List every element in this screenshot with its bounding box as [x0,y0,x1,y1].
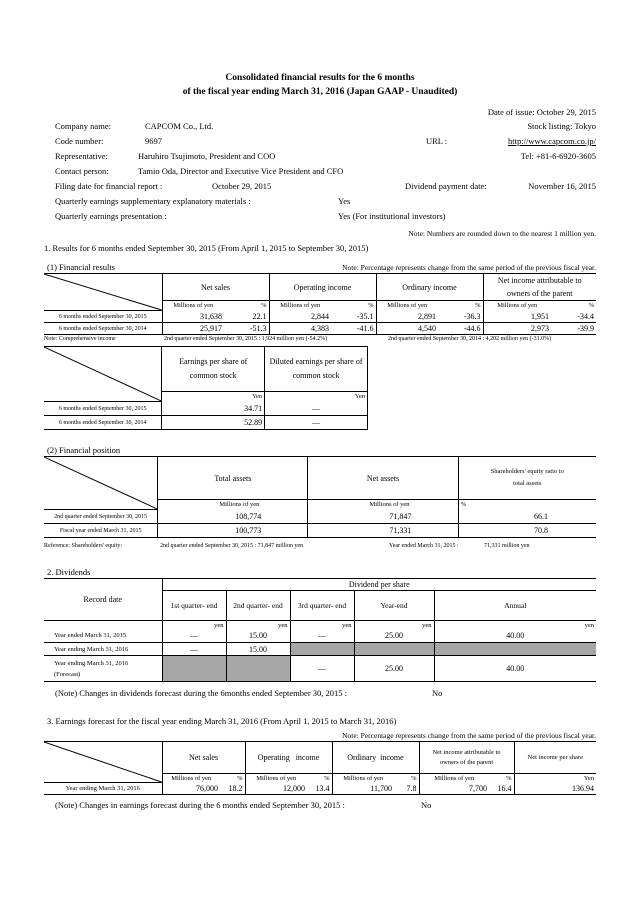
pct-label: % [224,301,269,311]
shaded-cell [354,643,434,656]
row-label: 6 months ended September 30, 2014 [44,416,162,430]
col-ordinary-income: Ordinary income [376,274,483,301]
stock-listing: Stock listing: Tokyo [527,121,596,131]
pct-label: % [551,301,596,311]
code-value: 9697 [145,136,162,146]
cell-value: -39.9 [551,323,596,335]
presentation-value: Yes (For institutional investors) [338,211,446,221]
empty-cell [44,621,162,630]
col-diluted-eps: Diluted earnings per share of common stock [265,347,368,392]
unit-label: Millions of yen [308,500,458,510]
cell-value: 18.2 [220,783,245,795]
dividends-note-value: No [432,688,443,698]
cell-value: 76,000 [162,783,220,795]
row-label: 6 months ended September 30, 2014 [44,323,162,335]
table-row [44,783,596,795]
col-total-assets: Total assets [158,457,308,500]
pct-label: % [438,301,483,311]
cell-value: 11,700 [332,783,394,795]
col-net-assets: Net assets [308,457,458,500]
section-3-note: Note: Percentage represents change from the same period of the previous fiscal year. [342,731,596,740]
row-label: 6 months ended September 30, 2015 [44,311,162,323]
reference-equity-2014-value: 71,331 million yen [484,543,530,549]
section-3-heading: 3. Earnings forecast for the fiscal year ending March 31, 2016 (From April 1, 2015 to March 31, 2016) [47,716,397,726]
cell-value: — [162,643,226,656]
filing-date-value: October 29, 2015 [212,181,272,191]
cell-value: 31,638 [162,311,224,323]
row-label-line-2: (Forecast) [54,670,81,678]
col-net-income-per-share: Net income per share [514,742,596,774]
col-net-income: Net income attributable to owners of the parent [419,742,514,774]
cell-value: 25,917 [162,323,224,335]
col-operating-income: Operating income [245,742,332,774]
cell-value: 2,844 [269,311,331,323]
row-label [44,656,162,682]
row-label-line-1: Year ending March 31, 2016 [54,659,129,667]
cell-value: 4,540 [376,323,438,335]
table-corner-diagonal [44,347,162,402]
unit-label: % [458,500,596,510]
row-label: 6 months ended September 30, 2015 [44,402,162,416]
table-row [44,323,596,335]
cell-value: 70.8 [458,524,550,538]
shaded-cell [226,656,290,682]
shaded-cell [290,643,354,656]
cell-value: -34.4 [551,311,596,323]
cell-value: 108,774 [158,510,263,524]
representative-label: Representative: [55,151,108,161]
unit-label: yen [354,621,434,630]
eps-table [44,346,368,430]
cell-value: -44.6 [438,323,483,335]
cell-value: 40.00 [434,656,596,682]
dividend-date-value: November 16, 2015 [528,181,596,191]
reference-equity-2014-label: Year ended March 31, 2015 : [389,543,459,549]
cell-value: 25.00 [354,630,434,643]
section-2-heading: 2. Dividends [47,567,91,577]
cell-value: 25.00 [354,656,434,682]
cell-value: 66.1 [458,510,550,524]
unit-label: Millions of yen [483,301,551,311]
empty-cell [550,524,596,538]
cell-value: 12,000 [245,783,307,795]
comprehensive-income-2014: 2nd quarter ended September 30, 2014 : 4,202 million yen (-31.0%) [388,336,552,342]
forecast-table [44,741,596,795]
date-of-issue: Date of issue: October 29, 2015 [487,107,596,117]
pct-label: % [331,301,376,311]
cell-value: 4,383 [269,323,331,335]
col-2nd-quarter: 2nd quarter- end [226,591,290,621]
cell-value: — [162,630,226,643]
col-dividend-per-share: Dividend per share [162,579,596,591]
shaded-cell [434,643,596,656]
unit-label: yen [162,621,226,630]
rounding-note: Note: Numbers are rounded down to the nearest 1 million yen. [408,229,596,238]
col-net-income: Net income attributable to owners of the parent [483,274,596,301]
row-label: Fiscal year ended March 31, 2015 [44,524,158,538]
cell-value: 34.71 [162,402,265,416]
company-value: CAPCOM Co., Ltd. [145,121,214,131]
cell-value: -35.1 [331,311,376,323]
unit-label: Millions of yen [245,774,307,783]
empty-cell [413,524,458,538]
company-label: Company name: [55,121,111,131]
cell-value: 136.94 [514,783,596,795]
table-row [44,630,596,643]
cell-value: 71,847 [308,510,413,524]
table-corner-diagonal [44,274,162,311]
table-corner-diagonal [44,457,158,510]
cell-value: 40.00 [434,630,596,643]
col-3rd-quarter: 3rd quarter- end [290,591,354,621]
financial-position-table [44,456,596,538]
unit-label: Millions of yen [419,774,489,783]
cell-value: 15.00 [226,643,290,656]
col-annual: Annual [434,591,596,621]
reference-equity-label: Reference: Shareholders' equity: [44,543,123,549]
table-row [44,510,596,524]
presentation-label: Quarterly earnings presentation : [55,211,167,221]
cell-value: -41.6 [331,323,376,335]
col-operating-income: Operating income [269,274,376,301]
financial-results-note: Note: Percentage represents change from the same period of the previous fiscal year. [342,263,596,272]
filing-date-label: Filing date for financial report : [55,181,163,191]
unit-label: Millions of yen [162,301,224,311]
comprehensive-income-label: Note: Comprehensive income [44,336,116,342]
financial-position-label: (2) Financial position [47,445,121,455]
telephone: Tel: +81-6-6920-3605 [520,151,596,161]
unit-label: Millions of yen [332,774,394,783]
code-label: Code number: [55,136,104,146]
unit-label: Millions of yen [269,301,331,311]
col-net-sales: Net sales [162,742,245,774]
cell-value: — [265,416,368,430]
cell-value: 2,973 [483,323,551,335]
unit-label: Yen [265,392,368,402]
col-year-end: Year-end [354,591,434,621]
cell-value: — [290,630,354,643]
empty-cell [263,510,308,524]
pct-label: % [489,774,514,783]
cell-value: -51.3 [224,323,269,335]
unit-label: Millions of yen [376,301,438,311]
unit-label: Millions of yen [158,500,308,510]
title-line-1: Consolidated financial results for the 6 months [225,73,415,83]
pct-label: % [220,774,245,783]
cell-value: 16.4 [489,783,514,795]
unit-label: yen [290,621,354,630]
unit-label: yen [226,621,290,630]
cell-value: -36.3 [438,311,483,323]
cell-value: 13.4 [307,783,332,795]
table-row [44,643,596,656]
cell-value: 22.1 [224,311,269,323]
contact-label: Contact person: [55,166,109,176]
cell-value: — [290,656,354,682]
title-line-2: of the fiscal year ending March 31, 2016 (Japan GAAP - Unaudited) [182,87,458,97]
supplementary-value: Yes [338,196,351,206]
dividends-note: (Note) Changes in dividends forecast during the 6months ended September 30, 2015 : [55,688,348,698]
table-row [44,656,596,682]
supplementary-label: Quarterly earnings supplementary explanatory materials : [55,196,251,206]
cell-value: 15.00 [226,630,290,643]
representative-value: Haruhiro Tsujimoto, President and COO [138,151,276,161]
row-label: Year ending March 31, 2016 [44,783,162,795]
company-url-link[interactable]: http://www.capcom.co.jp/ [508,136,596,146]
row-label: 2nd quarter ended September 30, 2015 [44,510,158,524]
cell-value: — [265,402,368,416]
pct-label: % [307,774,332,783]
financial-results-label: (1) Financial results [47,262,115,272]
section-1-heading: 1. Results for 6 months ended September 30, 2015 (From April 1, 2015 to September 30, 2015) [44,243,369,253]
col-record-date: Record date [44,579,162,621]
cell-value: 7.8 [394,783,419,795]
dividend-date-label: Dividend payment date: [405,181,487,191]
cell-value: 71,331 [308,524,413,538]
empty-cell [550,510,596,524]
forecast-note: (Note) Changes in earnings forecast during the 6 months ended September 30, 2015 : [55,800,345,810]
unit-label: Millions of yen [162,774,220,783]
col-equity-ratio: Shareholders' equity ratio to total assets [458,457,596,500]
col-net-sales: Net sales [162,274,269,301]
table-row [44,402,368,416]
forecast-note-value: No [421,800,432,810]
cell-value: 52.89 [162,416,265,430]
col-ordinary-income: Ordinary income [332,742,419,774]
table-row [44,311,596,323]
dividends-table [44,578,596,682]
cell-value: 1,951 [483,311,551,323]
empty-cell [263,524,308,538]
empty-cell [413,510,458,524]
row-label: Year ended March 31, 2015 [44,630,162,643]
unit-label: Yen [514,774,596,783]
cell-value: 2,891 [376,311,438,323]
shaded-cell [162,656,226,682]
url-label: URL : [426,136,448,146]
financial-results-table [44,273,596,335]
col-1st-quarter: 1st quarter- end [162,591,226,621]
pct-label: % [394,774,419,783]
col-eps: Earnings per share of common stock [162,347,265,392]
table-row [44,416,368,430]
unit-label: Yen [162,392,265,402]
contact-value: Tamio Oda, Director and Executive Vice President and CFO [138,166,344,176]
cell-value: 7,700 [419,783,489,795]
reference-equity-2015: 2nd quarter ended September 30, 2015 : 71,847 million yen [160,543,304,549]
cell-value: 100,773 [158,524,263,538]
table-row [44,524,596,538]
row-label: Year ending March 31, 2016 [44,643,162,656]
comprehensive-income-2015: 2nd quarter ended September 30, 2015 : 1,924 million yen (-54.2%) [164,336,328,342]
unit-label: yen [434,621,596,630]
table-corner-diagonal [44,742,162,783]
